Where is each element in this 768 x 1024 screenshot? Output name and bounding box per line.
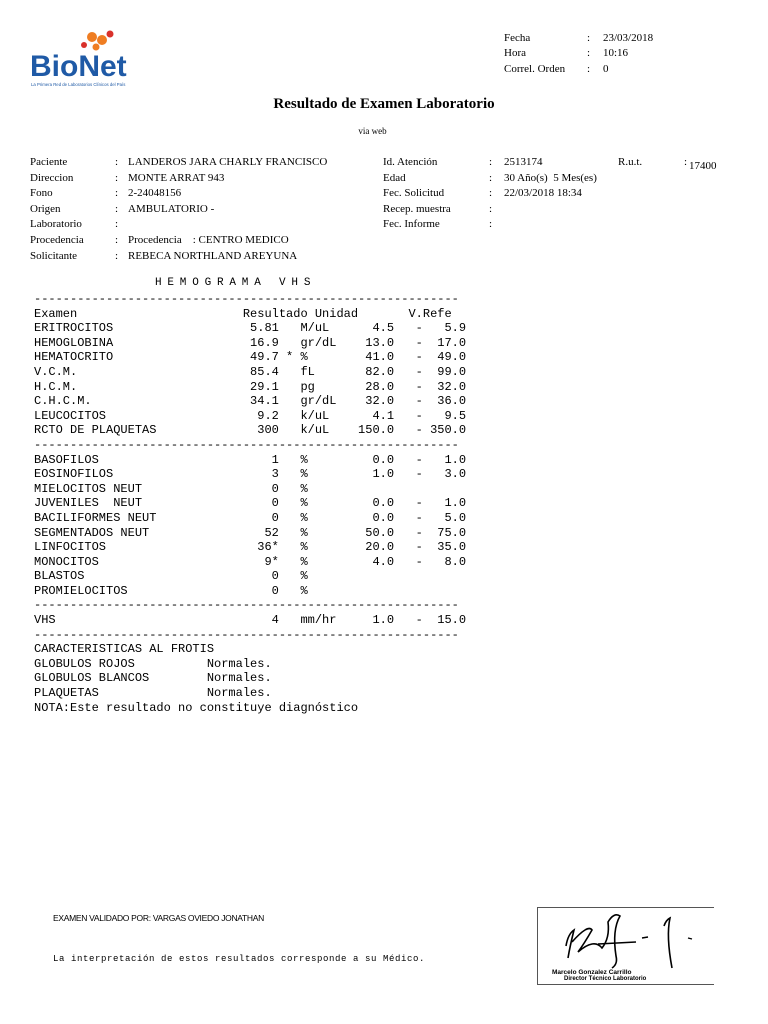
table-row: BLASTOS 0 % (34, 569, 308, 584)
meta-sep: : (587, 47, 591, 59)
table-row: BACILIFORMES NEUT 0 % 0.0 - 5.0 (34, 510, 467, 525)
field-label: Recep. muestra (383, 203, 451, 215)
rut-sep: : (684, 156, 688, 168)
signer-role: Director Técnico Laboratorio (564, 976, 647, 982)
patient-origin: AMBULATORIO - (128, 203, 215, 215)
logo-dot-orange-1 (87, 32, 97, 42)
table-row: RCTO DE PLAQUETAS 300 k/uL 150.0 - 350.0 (34, 423, 467, 438)
rut-value: 17400 (689, 160, 717, 172)
meta-label: Hora (504, 47, 526, 59)
table-row: JUVENILES NEUT 0 % 0.0 - 1.0 (34, 496, 467, 511)
field-sep: : (489, 156, 493, 168)
field-sep: : (115, 218, 119, 230)
meta-label: Fecha (504, 32, 531, 44)
table-row: BASOFILOS 1 % 0.0 - 1.0 (34, 452, 467, 467)
table-row: EOSINOFILOS 3 % 1.0 - 3.0 (34, 467, 467, 482)
frotis-title: CARACTERISTICAS AL FROTIS (34, 642, 215, 657)
logo-dot-orange-2 (97, 35, 107, 45)
signer-name: Marcelo Gonzalez Carrillo (552, 969, 632, 976)
meta-sep: : (587, 32, 591, 44)
table-row: VHS 4 mm/hr 1.0 - 15.0 (34, 613, 467, 628)
logo-dot-red-1 (81, 42, 87, 48)
frotis-row: GLOBULOS ROJOS Normales. (34, 656, 272, 671)
table-header: Examen Resultado Unidad V.Refe (34, 306, 452, 321)
table-row: H.C.M. 29.1 pg 28.0 - 32.0 (34, 379, 467, 394)
field-label: Fec. Solicitud (383, 187, 445, 199)
request-date: 22/03/2018 18:34 (504, 187, 582, 199)
field-label: Paciente (30, 156, 68, 168)
field-label: Procedencia (30, 234, 84, 246)
patient-age: 30 Año(s) 5 Mes(es) (504, 172, 597, 184)
field-label: Edad (383, 172, 406, 184)
patient-name: LANDEROS JARA CHARLY FRANCISCO (128, 156, 328, 168)
patient-solicitante: REBECA NORTHLAND AREYUNA (128, 250, 298, 262)
section-title: HEMOGRAMA VHS (155, 277, 317, 289)
table-line: ----------------------------------------------------------- (34, 598, 459, 613)
table-line: ----------------------------------------------------------- (34, 437, 459, 452)
meta-label: Correl. Orden (504, 63, 566, 75)
table-row: SEGMENTADOS NEUT 52 % 50.0 - 75.0 (34, 525, 467, 540)
field-sep: : (489, 203, 493, 215)
page-title: Resultado de Examen Laboratorio (273, 96, 495, 112)
attention-id: 2513174 (504, 156, 543, 168)
validated-by: EXAMEN VALIDADO POR: VARGAS OVIEDO JONATHAN (53, 913, 264, 923)
field-sep: : (489, 172, 493, 184)
field-label: Id. Atención (383, 156, 438, 168)
logo-tagline: La Primera Red de Laboratorios Clínicos del País (31, 82, 126, 87)
meta-value-correl: 0 (603, 63, 609, 75)
page-subtitle: via web (358, 126, 387, 136)
field-label: Direccion (30, 172, 74, 184)
field-sep: : (115, 250, 119, 262)
results-table (34, 292, 466, 715)
field-sep: : (115, 234, 119, 246)
interpretation-note: La interpretación de estos resultados corresponde a su Médico. (53, 954, 426, 964)
table-row: HEMATOCRITO 49.7 * % 41.0 - 49.0 (34, 350, 467, 365)
logo-dot-red-2 (107, 31, 114, 38)
field-sep: : (115, 203, 119, 215)
table-row: PROMIELOCITOS 0 % (34, 583, 308, 598)
field-label: Solicitante (30, 250, 78, 262)
field-sep: : (489, 187, 493, 199)
table-row: V.C.M. 85.4 fL 82.0 - 99.0 (34, 364, 467, 379)
field-label: Laboratorio (30, 218, 82, 230)
bionet-logo-graphic (28, 28, 183, 88)
meta-sep: : (587, 63, 591, 75)
field-sep: : (489, 218, 493, 230)
meta-value-hora: 10:16 (603, 47, 629, 59)
field-label: Origen (30, 203, 61, 215)
table-row: C.H.C.M. 34.1 gr/dL 32.0 - 36.0 (34, 394, 467, 409)
table-row: LINFOCITOS 36* % 20.0 - 35.0 (34, 540, 467, 555)
field-label: Fec. Informe (383, 218, 440, 230)
patient-phone: 2-24048156 (128, 187, 182, 199)
frotis-row: PLAQUETAS Normales. (34, 686, 272, 701)
table-line: ----------------------------------------------------------- (34, 627, 459, 642)
table-row: ERITROCITOS 5.81 M/uL 4.5 - 5.9 (34, 321, 467, 336)
logo-wordmark: BioNet (30, 50, 127, 83)
field-label: Fono (30, 187, 53, 199)
field-sep: : (115, 187, 119, 199)
table-row: MONOCITOS 9* % 4.0 - 8.0 (34, 554, 467, 569)
rut-clip (689, 156, 768, 174)
table-row: HEMOGLOBINA 16.9 gr/dL 13.0 - 17.0 (34, 335, 467, 350)
patient-address: MONTE ARRAT 943 (128, 172, 225, 184)
frotis-row: GLOBULOS BLANCOS Normales. (34, 671, 272, 686)
field-sep: : (115, 156, 119, 168)
patient-procedencia: Procedencia : CENTRO MEDICO (128, 234, 289, 246)
table-row: LEUCOCITOS 9.2 k/uL 4.1 - 9.5 (34, 408, 467, 423)
table-line: ----------------------------------------------------------- (34, 292, 459, 306)
signature-box (537, 907, 714, 985)
note-line: NOTA:Este resultado no constituye diagnóstico (34, 700, 359, 715)
field-sep: : (115, 172, 119, 184)
table-row: MIELOCITOS NEUT 0 % (34, 481, 308, 496)
meta-value-fecha: 23/03/2018 (603, 32, 654, 44)
rut-label: R.u.t. (618, 156, 643, 168)
bionet-logo (28, 28, 183, 88)
